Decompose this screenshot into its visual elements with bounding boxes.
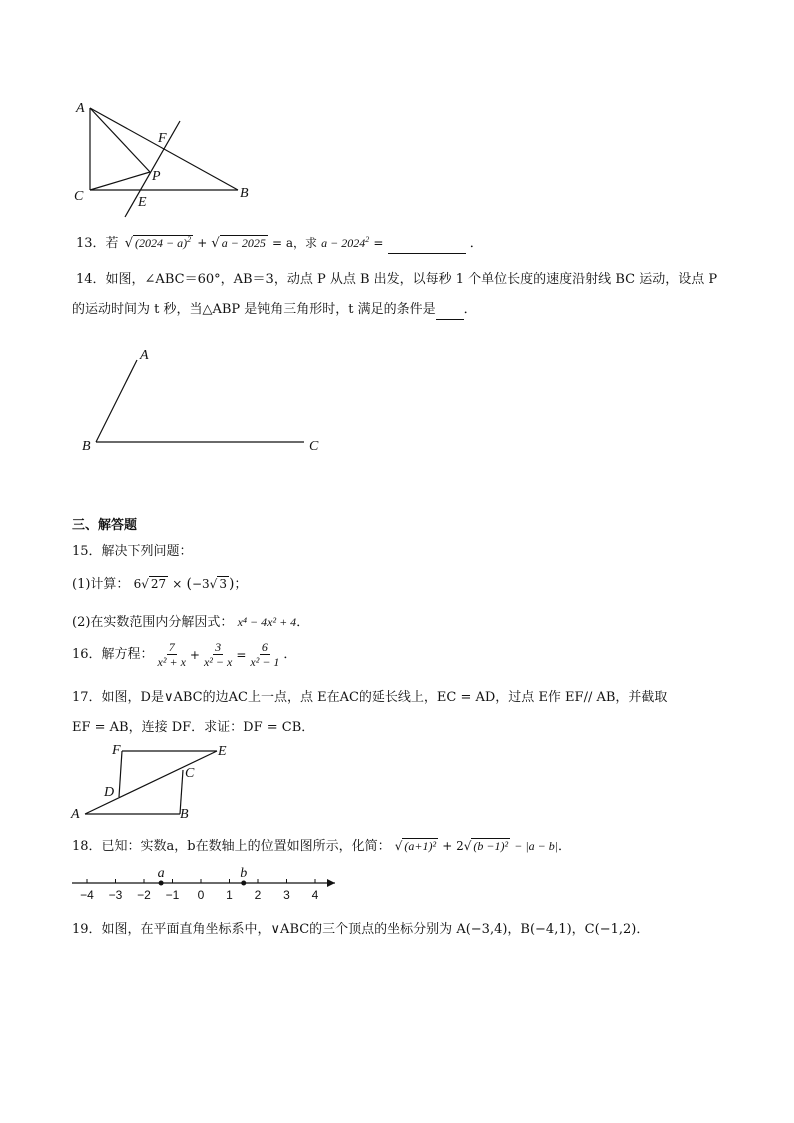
tick-label: 1 — [226, 888, 233, 902]
label-C: C — [74, 189, 84, 204]
tick-label: −2 — [137, 888, 151, 902]
q16-frac1: $\frac{7}{\text{x² + x}}$ — [157, 640, 186, 669]
q13-plus: + — [197, 236, 208, 250]
point-label-b: b — [240, 866, 248, 881]
question-16: 16．解方程： $\frac{7}{\text{x² + x}}$ + $\frac{3}{\text{x² − x}}$ = $\frac{6}{\text{x² − 1}}$ ． — [72, 640, 297, 669]
q14-line2-text: 的运动时间为 t 秒，当△ABP 是钝角三角形时，t 满足的条件是 — [72, 302, 436, 317]
tick-label: 2 — [254, 888, 262, 902]
triangle-figure — [0, 0, 794, 230]
q13-answer-blank[interactable] — [388, 239, 466, 254]
label-C2: C — [309, 439, 319, 454]
label-E: E — [138, 195, 147, 210]
q14-end: ． — [463, 302, 477, 317]
q13-sqrt1: √ $(2024 - a)^2$ — [124, 235, 192, 251]
q13-sqrt2: √ a − 2025 — [211, 236, 266, 251]
question-17-line1: 17．如图，D是∨ABC的边AC上一点，点 E在AC的延长线上，EC = AD，过点 E作 EF// AB，并截取 — [72, 690, 668, 705]
label-E3: E — [218, 744, 227, 759]
point-a — [159, 881, 164, 886]
tick-label: 0 — [197, 888, 205, 902]
question-15-part2: (2)在实数范围内分解因式： x⁴ − 4x² + 4． — [72, 615, 310, 630]
question-14-line2 — [72, 300, 477, 320]
triangle-svg — [0, 0, 794, 230]
question-14-line1: 14．如图，∠ABC＝60°，AB＝3，动点 P 从点 B 出发，以每秒 1 个单位长度的速度沿射线 BC 运动，设点 P — [76, 272, 718, 287]
point-label-a: a — [157, 866, 165, 881]
label-F: F — [158, 131, 167, 146]
label-A: A — [76, 101, 85, 116]
label-P: P — [152, 169, 161, 184]
tick-label: −4 — [80, 888, 94, 902]
parallel-svg — [0, 740, 794, 820]
number-line — [0, 866, 794, 906]
q13-number: 13．若 — [76, 236, 119, 251]
label-A2: A — [140, 348, 149, 363]
q14-answer-blank[interactable] — [436, 305, 464, 320]
tick-label: −3 — [108, 888, 123, 902]
label-B: B — [240, 186, 249, 201]
question-13 — [76, 230, 483, 254]
question-19: 19．如图，在平面直角坐标系中，∨ABC的三个顶点的坐标分别为 A(−3,4)，B(−4,1)，C(−1,2)． — [72, 922, 650, 937]
question-17-line2: EF = AB，连接 DF．求证：DF = CB． — [72, 720, 315, 735]
q16-frac3: $\frac{6}{\text{x² − 1}}$ — [250, 640, 280, 669]
tick-label: 3 — [283, 888, 290, 902]
label-C3: C — [185, 766, 195, 781]
question-18: 18．已知：实数a，b在数轴上的位置如图所示，化简： √ (a+1)² + 2√ (b −1)² − |a − b|． — [72, 839, 572, 854]
tick-label: 4 — [311, 888, 319, 902]
q13-ask: $a - 2024^2$ — [321, 235, 370, 250]
q13-ask-eq: = — [373, 236, 384, 250]
q16-frac2: $\frac{3}{\text{x² − x}}$ — [203, 640, 233, 669]
label-B3: B — [180, 807, 189, 822]
number-line-svg — [0, 866, 794, 906]
label-F3: F — [112, 743, 121, 758]
label-A3: A — [71, 807, 80, 822]
parallel-figure — [0, 740, 794, 820]
angle-figure — [0, 340, 794, 460]
label-D3: D — [104, 785, 115, 800]
tick-label: −1 — [165, 888, 180, 902]
angle-svg — [0, 340, 794, 460]
section-3-title: 三、解答题 — [72, 518, 138, 533]
point-b — [241, 881, 246, 886]
question-15-part1: (1)计算： 6√ 27 × (−3√ 3 )； — [72, 576, 248, 592]
question-15-stem: 15．解决下列问题： — [72, 544, 193, 559]
q13-end: ． — [469, 236, 483, 251]
label-B2: B — [82, 439, 91, 454]
q13-condition: = a，求 — [271, 236, 317, 250]
